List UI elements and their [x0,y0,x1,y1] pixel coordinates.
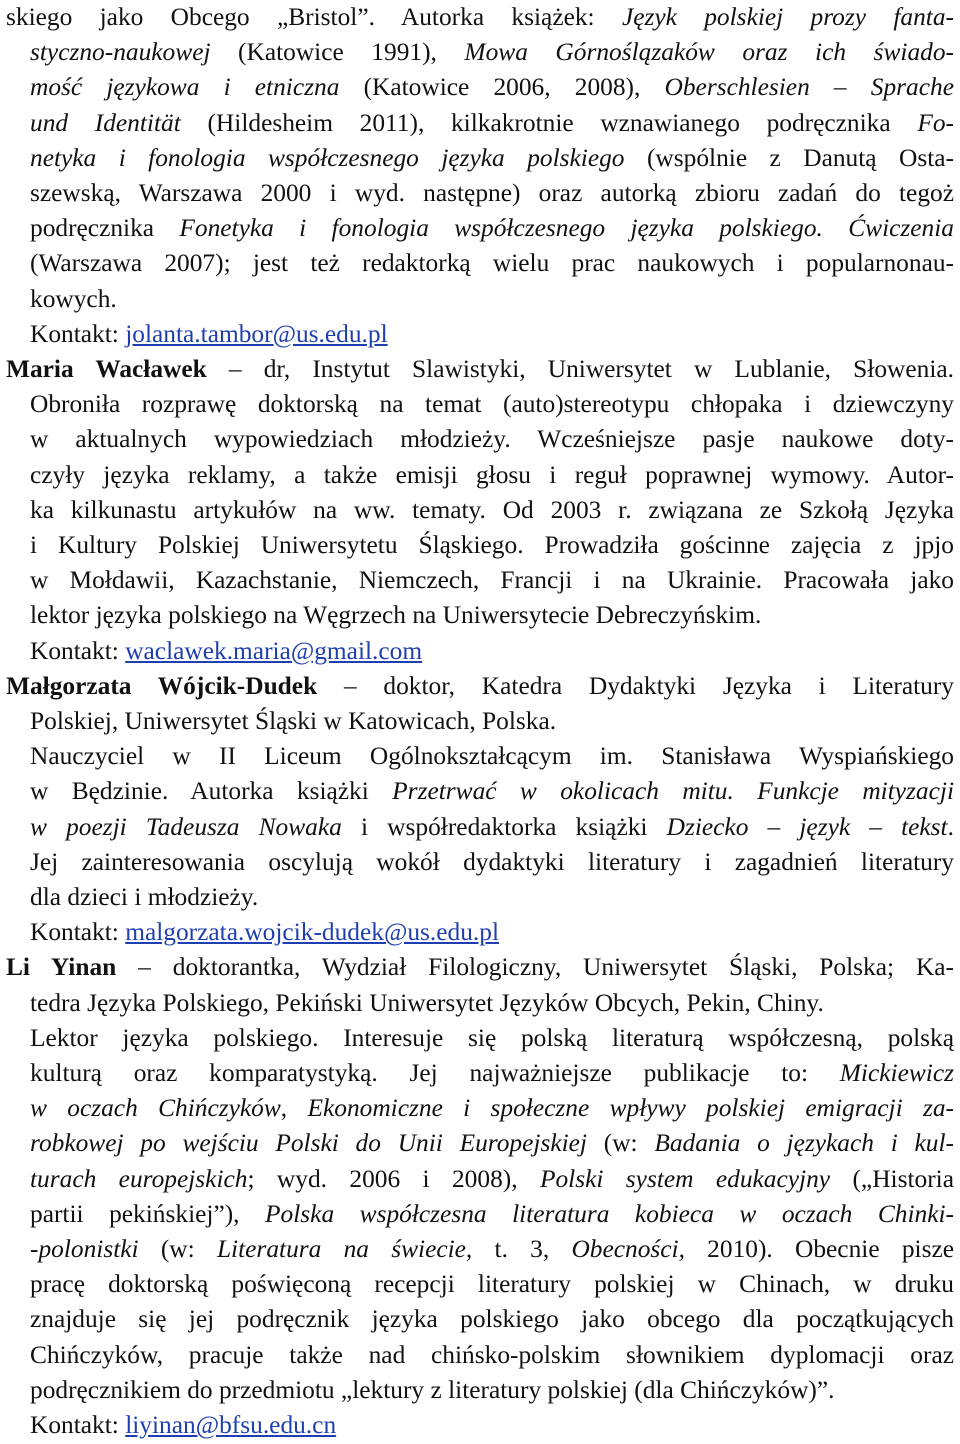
email-link[interactable]: malgorzata.wojcik-dudek@us.edu.pl [125,918,500,947]
body-text: partii pekińskiej”), [30,1199,266,1228]
italic-text: -polonistki [30,1235,139,1263]
text-line [30,563,954,598]
body-text: . [947,812,954,841]
contact-label: Kontakt: [30,636,126,665]
body-text: kowych. [30,284,117,313]
text-line [30,176,954,211]
italic-text: Literatura na świecie, [216,1235,473,1263]
italic-text: styczno-naukowej [30,38,211,67]
text-line [30,282,117,317]
body-text: (w: [138,1235,217,1263]
body-text: pracę doktorską poświęconą recepcji literatury polskiej w Chinach, w druku [30,1270,954,1299]
italic-text: w poezji Tadeusza Nowaka [30,812,342,841]
body-text: i współredaktorka książki [341,812,667,841]
text-line [6,950,954,985]
body-text: skiego jako Obcego „Bristol”. Autorka książek: [6,3,622,31]
body-text: (wspólnie z Danutą Osta- [624,143,954,172]
text-line [30,1338,954,1373]
author-name: Małgorzata Wójcik-Dudek [6,671,318,700]
body-text: (Warszawa 2007); jest też redaktorką wielu prac naukowych i popularnonau- [30,249,954,278]
body-text: Jej zainteresowania oscylują wokół dydaktyki literatury i zagadnień literatury [30,847,954,876]
text-line [30,458,954,493]
italic-text: Dziecko – język – tekst [666,812,948,841]
text-line [30,1232,954,1267]
body-text: w aktualnych wypowiedziach młodzieży. Wcześniejsze pasje naukowe doty- [30,425,954,454]
text-line [6,0,954,35]
text-line [30,986,824,1021]
text-line [30,493,954,528]
italic-text: mość językowa i etniczna [30,73,340,102]
body-text: (w: [586,1129,655,1158]
text-line [30,1021,954,1056]
contact-label: Kontakt: [30,1411,126,1439]
text-line [30,845,954,880]
italic-text: und Identität [30,108,181,137]
contact-line [30,634,422,669]
text-line [30,211,954,246]
body-text: Lektor języka polskiego. Interesuje się polską literaturą współczesną, polską [30,1023,954,1052]
italic-text: Obecności, [571,1235,685,1263]
author-name: Li Yinan [6,953,117,982]
italic-text: Fo- [917,108,954,137]
text-line [30,141,954,176]
body-text: – doktorantka, Wydział Filologiczny, Uniwersytet Śląski, Polska; Ka- [116,953,955,982]
text-line [30,246,954,281]
body-text: tedra Języka Polskiego, Pekiński Uniwersytet Języków Obcych, Pekin, Chiny. [30,988,824,1017]
text-line [6,669,954,704]
body-text: Polskiej, Uniwersytet Śląski w Katowicach, Polska. [30,707,557,735]
text-line [30,739,954,774]
text-line [30,528,954,563]
text-line [30,1302,954,1337]
italic-text: Mickiewicz [839,1059,954,1087]
text-line [30,1373,834,1408]
text-line [30,1126,954,1161]
contact-line [30,1408,336,1443]
body-text: czyły języka reklamy, a także emisji głosu i reguł poprawnej wymowy. Autor- [30,460,954,489]
contact-line [30,915,499,950]
italic-text: Polski system edukacyjny [539,1164,831,1193]
italic-text: netyka i fonologia współczesnego języka polskiego [30,143,625,172]
body-text: (Hildesheim 2011), kilkakrotnie wznawianego podręcznika [180,108,918,137]
text-line [30,422,954,457]
italic-text: Oberschlesien – Sprache [664,73,954,102]
body-text: i Kultury Polskiej Uniwersytetu Śląskiego. Prowadziła gościnne zajęcia z jpjo [30,531,954,559]
text-line [30,1197,954,1232]
body-text: Chińczyków, pracuje także nad chińsko-polskim słownikiem dyplomacji oraz [30,1340,954,1369]
text-line [30,70,954,105]
italic-text: w oczach Chińczyków [30,1094,281,1123]
italic-text: Ekonomiczne i społeczne wpływy polskiej emigracji za- [307,1094,954,1123]
body-text: t. 3, [472,1235,572,1263]
italic-text: Fonetyka i fonologia współczesnego języka polskiego. Ćwiczenia [179,214,954,243]
body-text: – doktor, Katedra Dydaktyki Języka i Literatury [317,671,954,700]
body-text: podręcznikiem do przedmiotu „lektury z literatury polskiej (dla Chińczyków)”. [30,1375,835,1404]
body-text: lektor języka polskiego na Węgrzech na Uniwersytecie Debreczyńskim. [30,601,762,630]
text-line [30,774,954,809]
italic-text: Mowa Górnoślązaków oraz ich świado- [464,38,954,67]
text-line [30,810,954,845]
body-text: (Katowice 2006, 2008), [339,73,665,102]
email-link[interactable]: waclawek.maria@gmail.com [125,636,423,665]
body-text: w Mołdawii, Kazachstanie, Niemczech, Francji i na Ukrainie. Pracowała jako [30,566,954,595]
text-line [30,1091,954,1126]
contact-label: Kontakt: [30,319,126,348]
body-text: w Będzinie. Autorka książki [30,777,393,806]
text-line [30,35,954,70]
email-link[interactable]: jolanta.tambor@us.edu.pl [125,319,388,348]
italic-text: turach europejskich [30,1164,248,1193]
text-line [30,704,556,739]
italic-text: Badania o językach i kul- [654,1129,954,1158]
italic-text: robkowej po wejściu Polski do Unii Europejskiej [30,1129,587,1158]
text-line [30,1162,954,1197]
body-text: (Katowice 1991), [210,38,465,67]
text-line [30,1267,954,1302]
body-text: dla dzieci i młodzieży. [30,883,259,911]
contact-line [30,317,388,352]
body-text: znajduje się jej podręcznik języka polskiego jako obcego dla początkujących [30,1305,954,1334]
body-text: Nauczyciel w II Liceum Ogólnokształcącym im. Stanisława Wyspiańskiego [30,742,954,771]
body-text: ; wyd. 2006 i 2008), [247,1164,540,1193]
email-link[interactable]: liyinan@bfsu.edu.cn [125,1411,337,1439]
text-line [30,880,258,915]
body-text: Obroniła rozprawę doktorską na temat (auto)stereotypu chłopaka i dziewczyny [30,390,954,419]
text-line [30,1056,954,1091]
text-line [30,106,954,141]
italic-text: Język polskiej prozy fanta- [621,3,955,31]
body-text: podręcznika [30,214,180,243]
text-line [6,352,954,387]
body-text: – dr, Instytut Slawistyki, Uniwersytet w Lublanie, Słowenia. [206,355,954,383]
body-text: („Historia [830,1164,954,1193]
body-text: , [280,1094,308,1123]
body-text: szewską, Warszawa 2000 i wyd. następne) oraz autorką zbioru zadań do tegoż [30,179,954,207]
author-name: Maria Wacławek [6,355,207,383]
body-text: ka kilkunastu artykułów na ww. tematy. Od 2003 r. związana ze Szkołą Języka [30,495,954,524]
body-text: kulturą oraz komparatystyką. Jej najważniejsze publikacje to: [30,1059,840,1087]
text-line [30,387,954,422]
italic-text: Polska współczesna literatura kobieca w oczach Chinki- [265,1199,954,1228]
italic-text: Przetrwać w okolicach mitu. Funkcje mityzacji [392,777,954,806]
body-text: 2010). Obecnie pisze [684,1235,954,1263]
contact-label: Kontakt: [30,918,126,947]
text-line [30,598,761,633]
